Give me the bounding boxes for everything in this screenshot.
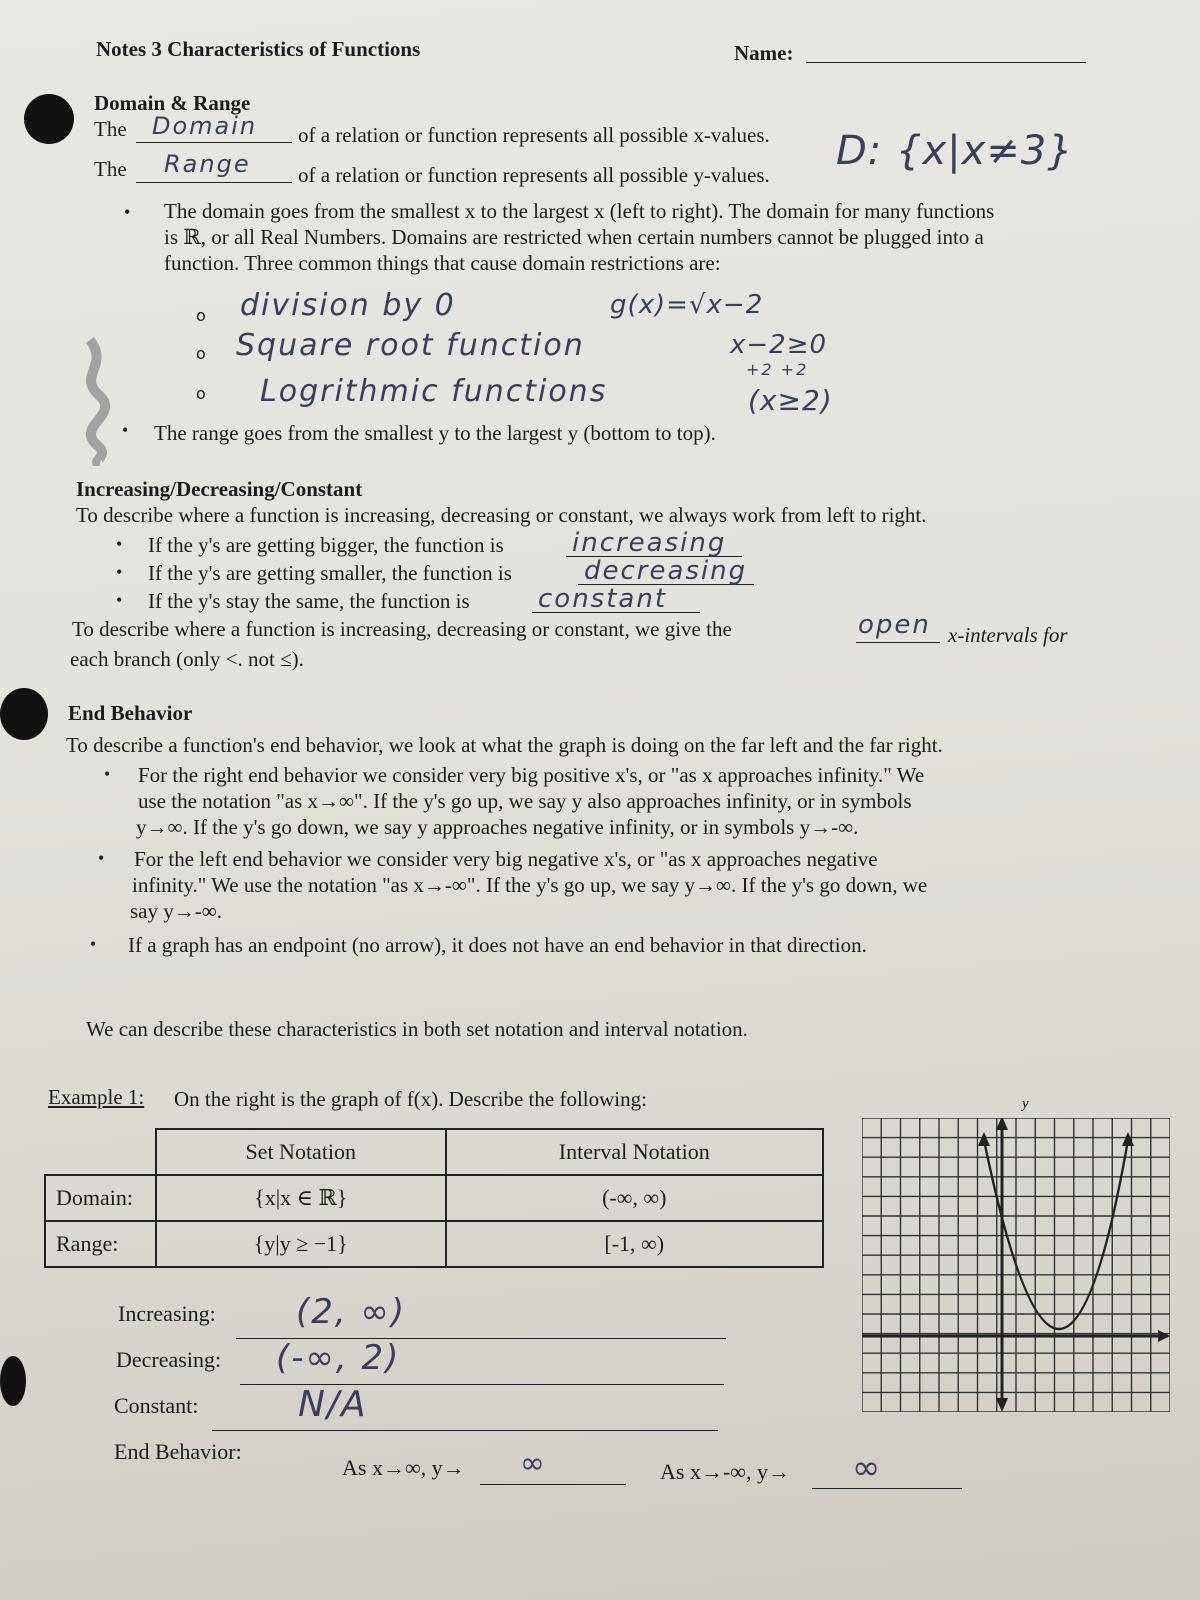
domain-blank[interactable] — [136, 142, 292, 143]
idc-intervals-line1: To describe where a function is increasing, decreasing or constant, we give the — [72, 617, 732, 641]
pencil-scribble — [70, 336, 129, 466]
end-behavior-intro: To describe a function's end behavior, we look at what the graph is doing on the far left and the far right. — [66, 733, 943, 757]
side-work-1: g(x)=√x−2 — [610, 290, 764, 320]
left-end-line2: infinity." We use the notation "as x→-∞". If the y's go up, we say y→∞. If the y's go down, we — [132, 873, 928, 897]
example-label: Example 1: — [48, 1085, 145, 1109]
row-label-range: Range: — [45, 1221, 156, 1267]
example-text: On the right is the graph of f(x). Describe the following: — [174, 1087, 647, 1111]
notation-line: We can describe these characteristics in both set notation and interval notation. — [86, 1017, 748, 1041]
increasing-answer: (2, ∞) — [296, 1292, 407, 1332]
sub-bullet: o — [196, 306, 206, 325]
restriction-2: Square root function — [236, 328, 585, 363]
range-bullet: The range goes from the smallest y to the largest y (bottom to top). — [154, 421, 716, 445]
name-label: Name: — [734, 41, 794, 65]
decreasing-answer: (-∞, 2) — [276, 1338, 401, 1378]
bullet: • — [116, 590, 123, 610]
end-behavior-label: End Behavior: — [114, 1439, 242, 1464]
side-work-3: +2 +2 — [746, 360, 809, 379]
domain-line-prefix: The — [94, 117, 127, 141]
side-work-4: (x≥2) — [748, 384, 833, 417]
y-axis-arrow-bottom — [996, 1398, 1008, 1412]
constant-answer: N/A — [298, 1384, 368, 1425]
page-title: Notes 3 Characteristics of Functions — [96, 37, 421, 61]
end-right-blank[interactable] — [480, 1484, 626, 1485]
range-interval-cell[interactable]: [-1, ∞) — [446, 1221, 824, 1267]
table-header-row — [45, 1129, 823, 1175]
curve-arrow-left — [978, 1132, 990, 1146]
idc-bullet-1: If the y's are getting bigger, the function is — [148, 533, 504, 557]
domain-set-cell[interactable]: {x|x ∈ ℝ} — [156, 1175, 446, 1221]
bullet: • — [98, 848, 105, 868]
domain-fill-handwriting: Domain — [152, 112, 258, 140]
left-end-line3: say y→-∞. — [130, 899, 222, 923]
bullet: • — [90, 934, 97, 954]
table-row — [45, 1221, 823, 1267]
binder-hole-top — [24, 94, 74, 144]
name-blank[interactable] — [806, 62, 1086, 63]
range-set-cell[interactable]: {y|y ≥ −1} — [156, 1221, 446, 1267]
domain-bullet-line2: is ℝ, or all Real Numbers. Domains are restricted when certain numbers cannot be plugged into a — [164, 225, 984, 249]
bullet: • — [104, 764, 111, 784]
increasing-label: Increasing: — [118, 1301, 216, 1326]
constant-label: Constant: — [114, 1393, 199, 1418]
margin-domain-note: D: {x|x≠3} — [836, 128, 1074, 174]
constant-answer-blank[interactable] — [212, 1430, 718, 1431]
idc-intro: To describe where a function is increasing, decreasing or constant, we always work from left to right. — [76, 503, 927, 527]
idc-bullet-2: If the y's are getting smaller, the function is — [148, 561, 512, 585]
bullet: • — [116, 534, 123, 554]
graph-y-label: y — [1022, 1096, 1029, 1112]
domain-line-suffix: of a relation or function represents all possible x-values. — [298, 123, 770, 147]
end-right-prefix: As x→∞, y→ — [342, 1455, 465, 1480]
range-line-suffix: of a relation or function represents all possible y-values. — [298, 163, 770, 187]
bullet: • — [122, 420, 129, 440]
open-blank[interactable] — [856, 642, 940, 643]
sub-bullet: o — [196, 384, 206, 403]
right-end-line1: For the right end behavior we consider very big positive x's, or "as x approaches infinity." We — [138, 763, 925, 787]
idc-intervals-suffix: x-intervals for — [948, 623, 1068, 647]
idc-bullet-3: If the y's stay the same, the function is — [148, 589, 470, 613]
bullet: • — [116, 562, 123, 582]
idc-intervals-line2: each branch (only <. not ≤). — [70, 647, 304, 671]
range-blank[interactable] — [136, 182, 292, 183]
end-left-prefix: As x→-∞, y→ — [660, 1459, 790, 1484]
left-end-line1: For the left end behavior we consider very big negative x's, or "as x approaches negative — [134, 847, 878, 871]
range-fill-handwriting: Range — [164, 150, 251, 178]
binder-hole-middle — [0, 688, 48, 740]
domain-bullet-line3: function. Three common things that cause domain restrictions are: — [164, 251, 721, 275]
restriction-3: Logrithmic functions — [260, 374, 608, 409]
sub-bullet: o — [196, 344, 206, 363]
domain-range-heading: Domain & Range — [94, 91, 251, 115]
end-right-answer: ∞ — [520, 1446, 547, 1481]
function-graph — [862, 1118, 1170, 1412]
right-end-line2: use the notation "as x→∞". If the y's go up, we say y also approaches infinity, or in symbols — [138, 789, 912, 813]
restriction-1: division by 0 — [240, 288, 456, 323]
domain-bullet-line1: The domain goes from the smallest x to the largest x (left to right). The domain for many functions — [164, 199, 995, 223]
interval-notation-header: Interval Notation — [446, 1129, 824, 1175]
y-axis-arrow-top — [996, 1118, 1008, 1130]
end-behavior-heading: End Behavior — [68, 701, 193, 725]
table-row — [45, 1175, 823, 1221]
decreasing-fill: decreasing — [584, 556, 748, 586]
set-notation-header: Set Notation — [156, 1129, 446, 1175]
increasing-fill: increasing — [572, 528, 727, 558]
range-line-prefix: The — [94, 157, 127, 181]
right-end-line3: y→∞. If the y's go down, we say y approaches negative infinity, or in symbols y→-∞. — [136, 815, 859, 839]
domain-interval-cell[interactable]: (-∞, ∞) — [446, 1175, 824, 1221]
end-left-blank[interactable] — [812, 1488, 962, 1489]
binder-hole-bottom — [0, 1356, 26, 1406]
constant-fill: constant — [538, 584, 668, 614]
row-label-domain: Domain: — [45, 1175, 156, 1221]
endpoint-note: If a graph has an endpoint (no arrow), it does not have an end behavior in that direction. — [128, 933, 867, 957]
bullet: • — [124, 202, 131, 222]
parabola-curve — [984, 1140, 1128, 1329]
open-fill: open — [858, 610, 931, 640]
table-corner-cell — [45, 1129, 156, 1175]
characteristics-table — [44, 1128, 824, 1268]
side-work-2: x−2≥0 — [730, 330, 828, 360]
idc-heading: Increasing/Decreasing/Constant — [76, 477, 363, 501]
decreasing-label: Decreasing: — [116, 1347, 222, 1372]
end-left-answer: ∞ — [852, 1448, 883, 1488]
x-axis-arrow — [1158, 1330, 1170, 1342]
